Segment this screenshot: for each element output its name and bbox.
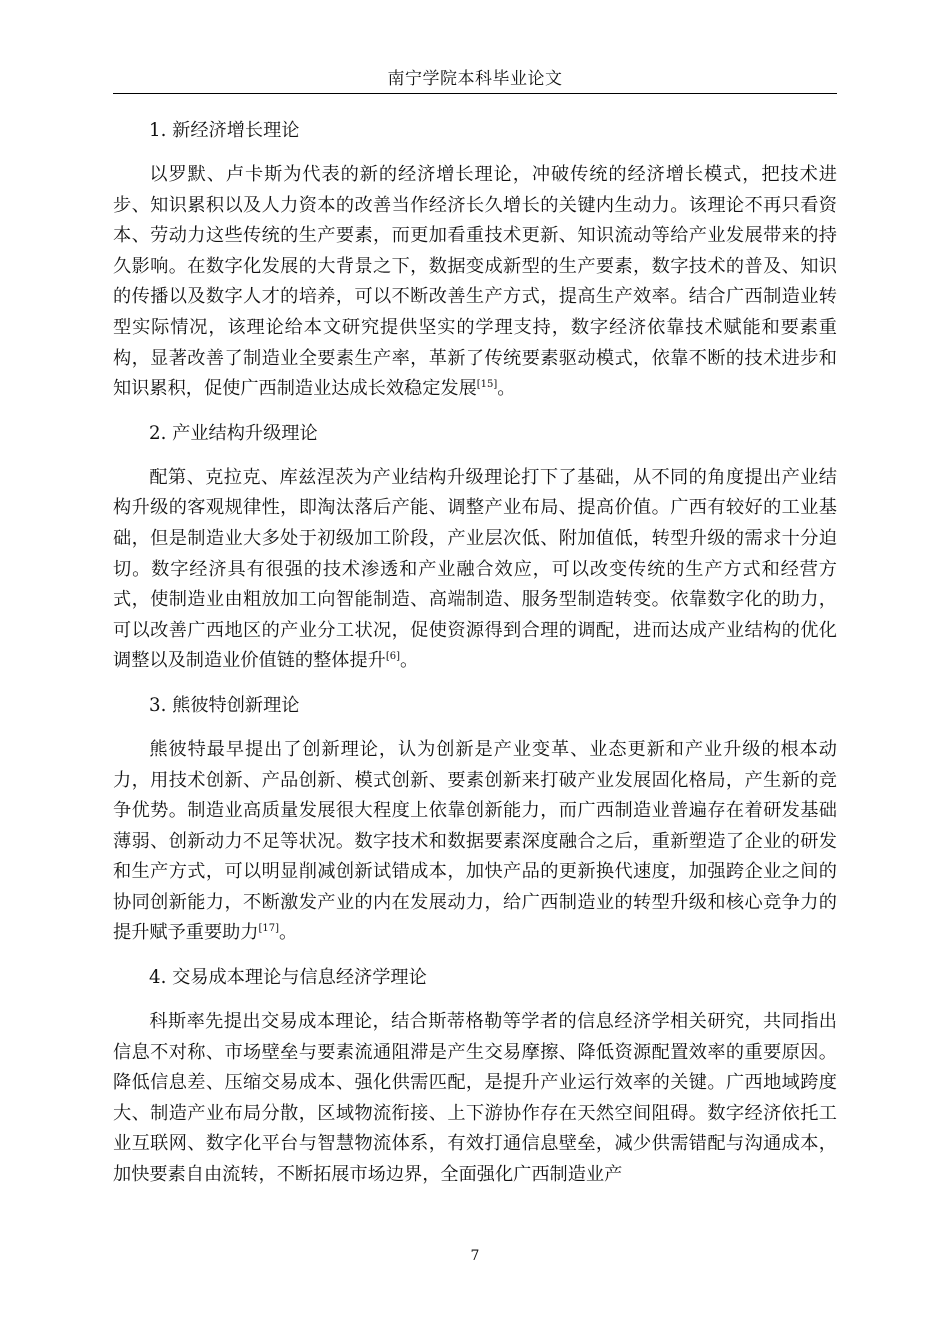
- section-heading: 4. 交易成本理论与信息经济学理论: [149, 967, 427, 989]
- paragraph-end: 。: [497, 378, 516, 400]
- section-heading: 2. 产业结构升级理论: [149, 422, 318, 444]
- section-heading: 3. 熊彼特创新理论: [149, 694, 300, 716]
- page-number: 7: [470, 1248, 480, 1264]
- section-transaction-cost-theory: [113, 959, 837, 1191]
- paragraph-text: 熊彼特最早提出了创新理论，认为创新是产业变革、业态更新和产业升级的根本动力，用技术创新、产品创新、模式创新、要素创新来打破产业发展固化格局，产生新的竞争优势。制造业高质量发展很大程度上依靠创新能力，而广西制造业普遍存在着研发基础薄弱、创新动力不足等状况。数字技术和数据要素深度融合之后，重新塑造了企业的研发和生产方式，可以明显削减创新试错成本，加快产品的更新换代速度，加强跨企业之间的协同创新能力，不断激发产业的内在发展动力，给广西制造业的转型升级和核心竞争力的提升赋予重要助力: [113, 738, 837, 944]
- paragraph-end: 。: [279, 922, 298, 944]
- document-body: [113, 112, 837, 1201]
- section-paragraph: [113, 463, 837, 677]
- paragraph-text: 配第、克拉克、库兹涅茨为产业结构升级理论打下了基础，从不同的角度提出产业结构升级的客观规律性，即淘汰落后产能、调整产业布局、提高价值。广西有较好的工业基础，但是制造业大多处于初级加工阶段，产业层次低、附加值低，转型升级的需求十分迫切。数字经济具有很强的技术渗透和产业融合效应，可以改变传统的生产方式和经营方式，使制造业由粗放加工向智能制造、高端制造、服务型制造转变。依靠数字化的助力，可以改善广西地区的产业分工状况，促使资源得到合理的调配，进而达成产业结构的优化调整以及制造业价值链的整体提升: [113, 466, 837, 672]
- paragraph-text: 科斯率先提出交易成本理论，结合斯蒂格勒等学者的信息经济学相关研究，共同指出信息不对称、市场壁垒与要素流通阻滞是产生交易摩擦、降低资源配置效率的重要原因。降低信息差、压缩交易成本、强化供需匹配，是提升产业运行效率的关键。广西地域跨度大、制造产业布局分散，区域物流衔接、上下游协作存在天然空间阻碍。数字经济依托工业互联网、数字化平台与智慧物流体系，有效打通信息壁垒，减少供需错配与沟通成本，加快要素自由流转，不断拓展市场边界，全面强化广西制造业产: [113, 1011, 837, 1186]
- section-new-growth-theory: [113, 112, 837, 405]
- citation-marker: [15]: [476, 379, 498, 391]
- section-paragraph: [113, 1007, 837, 1191]
- page-header: [113, 60, 837, 94]
- page-header-title: 南宁学院本科毕业论文: [387, 69, 563, 89]
- section-heading: 1. 新经济增长理论: [149, 120, 300, 141]
- section-industrial-structure-theory: [113, 415, 837, 677]
- section-schumpeter-innovation-theory: [113, 687, 837, 949]
- section-paragraph: [113, 160, 837, 405]
- citation-marker: [6]: [385, 651, 400, 663]
- section-paragraph: [113, 735, 837, 949]
- paragraph-text: 以罗默、卢卡斯为代表的新的经济增长理论，冲破传统的经济增长模式，把技术进步、知识累积以及人力资本的改善当作经济长久增长的关键内生动力。该理论不再只看资本、劳动力这些传统的生产要素，而更加看重技术更新、知识流动等给产业发展带来的持久影响。在数字化发展的大背景之下，数据变成新型的生产要素，数字技术的普及、知识的传播以及数字人才的培养，可以不断改善生产方式，提高生产效率。结合广西制造业转型实际情况，该理论给本文研究提供坚实的学理支持，数字经济依靠技术赋能和要素重构，显著改善了制造业全要素生产率，革新了传统要素驱动模式，依靠不断的技术进步和知识累积，促使广西制造业达成长效稳定发展: [113, 164, 837, 400]
- paragraph-end: 。: [400, 650, 419, 672]
- citation-marker: [17]: [258, 923, 280, 935]
